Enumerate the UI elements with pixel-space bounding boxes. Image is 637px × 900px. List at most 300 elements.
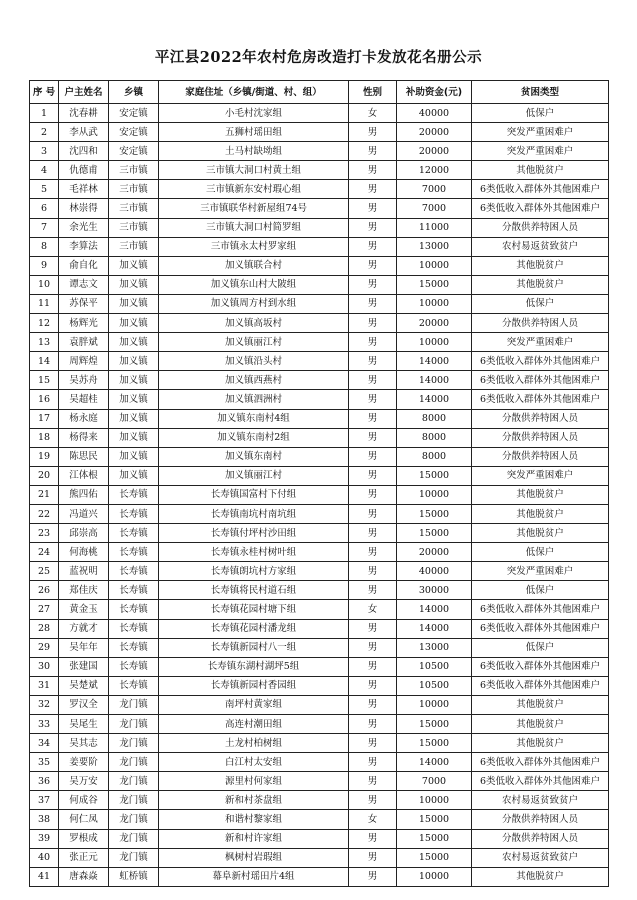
table-row — [30, 600, 609, 619]
cell-householder: 沈四和 — [59, 142, 109, 161]
cell-serial: 37 — [30, 791, 59, 810]
table-row — [30, 180, 609, 199]
cell-address: 加义镇高坂村 — [159, 314, 349, 333]
cell-gender: 女 — [349, 104, 397, 123]
table-row — [30, 218, 609, 237]
cell-serial: 36 — [30, 772, 59, 791]
cell-subsidy: 20000 — [397, 543, 472, 562]
cell-householder: 罗汉全 — [59, 695, 109, 714]
cell-serial: 26 — [30, 581, 59, 600]
cell-subsidy: 14000 — [397, 390, 472, 409]
cell-poverty-type: 其他脱贫户 — [472, 524, 609, 543]
cell-address: 白江村太安组 — [159, 753, 349, 772]
cell-address: 加义镇丽江村 — [159, 333, 349, 352]
cell-poverty-type: 农村易返贫致贫户 — [472, 791, 609, 810]
cell-township: 长寿镇 — [109, 562, 159, 581]
cell-householder: 杨得来 — [59, 428, 109, 447]
cell-township: 长寿镇 — [109, 504, 159, 523]
cell-householder: 张建国 — [59, 657, 109, 676]
cell-subsidy: 15000 — [397, 848, 472, 867]
cell-serial: 8 — [30, 237, 59, 256]
cell-serial: 10 — [30, 275, 59, 294]
cell-township: 加义镇 — [109, 314, 159, 333]
cell-poverty-type: 其他脱贫户 — [472, 504, 609, 523]
cell-township: 加义镇 — [109, 275, 159, 294]
cell-poverty-type: 6类低收入群体外其他困难户 — [472, 619, 609, 638]
cell-gender: 男 — [349, 734, 397, 753]
cell-township: 长寿镇 — [109, 638, 159, 657]
cell-gender: 男 — [349, 676, 397, 695]
cell-householder: 罗根成 — [59, 829, 109, 848]
cell-poverty-type: 分散供养特困人员 — [472, 428, 609, 447]
table-row — [30, 715, 609, 734]
cell-township: 龙门镇 — [109, 791, 159, 810]
cell-township: 三市镇 — [109, 199, 159, 218]
cell-subsidy: 30000 — [397, 581, 472, 600]
cell-serial: 27 — [30, 600, 59, 619]
cell-address: 加义镇泗洲村 — [159, 390, 349, 409]
cell-gender: 男 — [349, 772, 397, 791]
cell-householder: 江体根 — [59, 466, 109, 485]
cell-subsidy: 10000 — [397, 485, 472, 504]
cell-serial: 23 — [30, 524, 59, 543]
cell-address: 土马村缺坳组 — [159, 142, 349, 161]
cell-subsidy: 13000 — [397, 638, 472, 657]
cell-serial: 19 — [30, 447, 59, 466]
table-row — [30, 810, 609, 829]
cell-poverty-type: 分散供养特困人员 — [472, 218, 609, 237]
cell-address: 新和村茶盘组 — [159, 791, 349, 810]
table-row — [30, 695, 609, 714]
cell-poverty-type: 低保户 — [472, 581, 609, 600]
cell-address: 加义镇联合村 — [159, 256, 349, 275]
cell-serial: 34 — [30, 734, 59, 753]
cell-householder: 仇德甫 — [59, 161, 109, 180]
cell-householder: 冯道兴 — [59, 504, 109, 523]
cell-householder: 吴年年 — [59, 638, 109, 657]
cell-poverty-type: 其他脱贫户 — [472, 485, 609, 504]
cell-subsidy: 14000 — [397, 619, 472, 638]
cell-township: 三市镇 — [109, 218, 159, 237]
cell-subsidy: 15000 — [397, 466, 472, 485]
cell-subsidy: 15000 — [397, 810, 472, 829]
cell-subsidy: 10000 — [397, 867, 472, 886]
cell-gender: 男 — [349, 237, 397, 256]
table-row — [30, 237, 609, 256]
cell-serial: 39 — [30, 829, 59, 848]
cell-householder: 何仁凤 — [59, 810, 109, 829]
table-row — [30, 734, 609, 753]
table-row — [30, 161, 609, 180]
cell-subsidy: 11000 — [397, 218, 472, 237]
cell-subsidy: 20000 — [397, 123, 472, 142]
cell-address: 加义镇周方村到水组 — [159, 294, 349, 313]
cell-householder: 俞自化 — [59, 256, 109, 275]
table-row — [30, 314, 609, 333]
cell-address: 长寿镇花园村潘龙组 — [159, 619, 349, 638]
cell-subsidy: 40000 — [397, 104, 472, 123]
cell-gender: 男 — [349, 504, 397, 523]
cell-subsidy: 20000 — [397, 142, 472, 161]
cell-gender: 男 — [349, 333, 397, 352]
cell-householder: 李算法 — [59, 237, 109, 256]
cell-township: 三市镇 — [109, 237, 159, 256]
cell-address: 加义镇东山村大陂组 — [159, 275, 349, 294]
cell-address: 三市镇永太村罗家组 — [159, 237, 349, 256]
cell-subsidy: 10000 — [397, 256, 472, 275]
cell-poverty-type: 6类低收入群体外其他困难户 — [472, 180, 609, 199]
table-row — [30, 371, 609, 390]
table-row — [30, 352, 609, 371]
cell-township: 加义镇 — [109, 352, 159, 371]
cell-poverty-type: 6类低收入群体外其他困难户 — [472, 657, 609, 676]
header-subsidy: 补助资金(元) — [397, 81, 472, 104]
cell-address: 长寿镇付坪村沙田组 — [159, 524, 349, 543]
cell-householder: 杨永庭 — [59, 409, 109, 428]
cell-subsidy: 15000 — [397, 524, 472, 543]
cell-poverty-type: 农村易返贫致贫户 — [472, 237, 609, 256]
table-row — [30, 294, 609, 313]
cell-subsidy: 10000 — [397, 294, 472, 313]
cell-subsidy: 7000 — [397, 180, 472, 199]
table-row — [30, 142, 609, 161]
table-row — [30, 447, 609, 466]
cell-householder: 黄金玉 — [59, 600, 109, 619]
cell-poverty-type: 6类低收入群体外其他困难户 — [472, 600, 609, 619]
cell-serial: 7 — [30, 218, 59, 237]
table-row — [30, 772, 609, 791]
table-row — [30, 619, 609, 638]
cell-serial: 11 — [30, 294, 59, 313]
cell-address: 新和村许家组 — [159, 829, 349, 848]
table-row — [30, 543, 609, 562]
cell-gender: 男 — [349, 218, 397, 237]
cell-address: 三市镇大洞口村黄土组 — [159, 161, 349, 180]
cell-poverty-type: 低保户 — [472, 638, 609, 657]
cell-address: 枫树村岩瑕组 — [159, 848, 349, 867]
cell-serial: 2 — [30, 123, 59, 142]
cell-subsidy: 10000 — [397, 791, 472, 810]
cell-poverty-type: 其他脱贫户 — [472, 695, 609, 714]
cell-householder: 何海桃 — [59, 543, 109, 562]
cell-township: 三市镇 — [109, 161, 159, 180]
cell-township: 虹桥镇 — [109, 867, 159, 886]
table-row — [30, 829, 609, 848]
cell-gender: 男 — [349, 314, 397, 333]
cell-gender: 男 — [349, 867, 397, 886]
cell-householder: 林崇得 — [59, 199, 109, 218]
cell-township: 长寿镇 — [109, 657, 159, 676]
cell-gender: 男 — [349, 581, 397, 600]
cell-subsidy: 7000 — [397, 772, 472, 791]
cell-township: 加义镇 — [109, 333, 159, 352]
cell-address: 加义镇东南村 — [159, 447, 349, 466]
cell-subsidy: 10000 — [397, 333, 472, 352]
cell-serial: 17 — [30, 409, 59, 428]
cell-poverty-type: 突发严重困难户 — [472, 123, 609, 142]
cell-gender: 男 — [349, 619, 397, 638]
cell-township: 加义镇 — [109, 371, 159, 390]
cell-poverty-type: 突发严重困难户 — [472, 562, 609, 581]
cell-subsidy: 40000 — [397, 562, 472, 581]
cell-poverty-type: 低保户 — [472, 104, 609, 123]
cell-address: 南坪村黄家组 — [159, 695, 349, 714]
cell-gender: 男 — [349, 409, 397, 428]
cell-subsidy: 14000 — [397, 352, 472, 371]
cell-township: 加义镇 — [109, 256, 159, 275]
cell-address: 源里村何家组 — [159, 772, 349, 791]
cell-gender: 男 — [349, 294, 397, 313]
page-title: 平江县2022年农村危房改造打卡发放花名册公示 — [154, 49, 483, 66]
cell-township: 龙门镇 — [109, 753, 159, 772]
cell-householder: 吴万安 — [59, 772, 109, 791]
cell-poverty-type: 突发严重困难户 — [472, 466, 609, 485]
cell-subsidy: 14000 — [397, 753, 472, 772]
cell-township: 长寿镇 — [109, 619, 159, 638]
cell-township: 龙门镇 — [109, 829, 159, 848]
cell-gender: 男 — [349, 715, 397, 734]
cell-gender: 男 — [349, 428, 397, 447]
cell-township: 三市镇 — [109, 180, 159, 199]
cell-householder: 袁胖斌 — [59, 333, 109, 352]
cell-poverty-type: 其他脱贫户 — [472, 715, 609, 734]
cell-address: 长寿镇南坑村南坑组 — [159, 504, 349, 523]
cell-gender: 男 — [349, 753, 397, 772]
cell-township: 长寿镇 — [109, 524, 159, 543]
cell-gender: 男 — [349, 848, 397, 867]
table-row — [30, 466, 609, 485]
cell-township: 长寿镇 — [109, 543, 159, 562]
cell-poverty-type: 6类低收入群体外其他困难户 — [472, 676, 609, 695]
cell-serial: 22 — [30, 504, 59, 523]
cell-gender: 男 — [349, 161, 397, 180]
cell-poverty-type: 农村易返贫致贫户 — [472, 848, 609, 867]
cell-township: 安定镇 — [109, 123, 159, 142]
table-row — [30, 333, 609, 352]
cell-householder: 熊四佑 — [59, 485, 109, 504]
cell-township: 加义镇 — [109, 466, 159, 485]
cell-address: 长寿镇国富村下付组 — [159, 485, 349, 504]
cell-subsidy: 7000 — [397, 199, 472, 218]
table-row — [30, 581, 609, 600]
header-gender: 性别 — [349, 81, 397, 104]
cell-subsidy: 13000 — [397, 237, 472, 256]
cell-householder: 吴超桂 — [59, 390, 109, 409]
cell-serial: 32 — [30, 695, 59, 714]
cell-township: 长寿镇 — [109, 581, 159, 600]
cell-householder: 吴尾生 — [59, 715, 109, 734]
cell-subsidy: 15000 — [397, 715, 472, 734]
table-row — [30, 104, 609, 123]
cell-address: 长寿镇新园村香园组 — [159, 676, 349, 695]
cell-serial: 30 — [30, 657, 59, 676]
cell-address: 加义镇东南村4组 — [159, 409, 349, 428]
cell-township: 龙门镇 — [109, 772, 159, 791]
table-row — [30, 676, 609, 695]
cell-poverty-type: 分散供养特困人员 — [472, 810, 609, 829]
cell-householder: 周辉煌 — [59, 352, 109, 371]
cell-subsidy: 10500 — [397, 657, 472, 676]
table-row — [30, 428, 609, 447]
cell-poverty-type: 6类低收入群体外其他困难户 — [472, 753, 609, 772]
cell-serial: 25 — [30, 562, 59, 581]
cell-address: 长寿镇东湖村湖坪5组 — [159, 657, 349, 676]
cell-householder: 吴其志 — [59, 734, 109, 753]
cell-householder: 谭志文 — [59, 275, 109, 294]
cell-householder: 唐森焱 — [59, 867, 109, 886]
cell-gender: 男 — [349, 562, 397, 581]
cell-township: 加义镇 — [109, 447, 159, 466]
cell-serial: 29 — [30, 638, 59, 657]
cell-township: 龙门镇 — [109, 810, 159, 829]
cell-address: 长寿镇朗坑村方家组 — [159, 562, 349, 581]
cell-poverty-type: 6类低收入群体外其他困难户 — [472, 772, 609, 791]
cell-poverty-type: 低保户 — [472, 543, 609, 562]
cell-householder: 余光生 — [59, 218, 109, 237]
cell-township: 加义镇 — [109, 294, 159, 313]
cell-poverty-type: 分散供养特困人员 — [472, 314, 609, 333]
table-row — [30, 390, 609, 409]
cell-gender: 女 — [349, 600, 397, 619]
cell-subsidy: 15000 — [397, 734, 472, 753]
cell-township: 加义镇 — [109, 409, 159, 428]
table-row — [30, 867, 609, 886]
cell-township: 安定镇 — [109, 104, 159, 123]
cell-gender: 男 — [349, 829, 397, 848]
cell-poverty-type: 6类低收入群体外其他困难户 — [472, 390, 609, 409]
cell-serial: 9 — [30, 256, 59, 275]
cell-serial: 38 — [30, 810, 59, 829]
cell-poverty-type: 其他脱贫户 — [472, 161, 609, 180]
cell-serial: 24 — [30, 543, 59, 562]
cell-poverty-type: 其他脱贫户 — [472, 256, 609, 275]
cell-serial: 6 — [30, 199, 59, 218]
cell-serial: 21 — [30, 485, 59, 504]
cell-subsidy: 20000 — [397, 314, 472, 333]
cell-poverty-type: 分散供养特困人员 — [472, 829, 609, 848]
cell-poverty-type: 6类低收入群体外其他困难户 — [472, 352, 609, 371]
cell-gender: 男 — [349, 524, 397, 543]
cell-subsidy: 14000 — [397, 371, 472, 390]
cell-address: 加义镇西燕村 — [159, 371, 349, 390]
cell-subsidy: 8000 — [397, 409, 472, 428]
cell-serial: 40 — [30, 848, 59, 867]
cell-subsidy: 10500 — [397, 676, 472, 695]
cell-serial: 15 — [30, 371, 59, 390]
cell-poverty-type: 分散供养特困人员 — [472, 447, 609, 466]
cell-subsidy: 15000 — [397, 504, 472, 523]
cell-serial: 4 — [30, 161, 59, 180]
cell-address: 长寿镇花园村塘下组 — [159, 600, 349, 619]
cell-township: 龙门镇 — [109, 715, 159, 734]
cell-gender: 男 — [349, 180, 397, 199]
table-row — [30, 638, 609, 657]
cell-township: 安定镇 — [109, 142, 159, 161]
cell-householder: 沈春耕 — [59, 104, 109, 123]
cell-subsidy: 15000 — [397, 829, 472, 848]
cell-gender: 男 — [349, 390, 397, 409]
cell-householder: 杨辉光 — [59, 314, 109, 333]
cell-gender: 男 — [349, 352, 397, 371]
cell-township: 龙门镇 — [109, 848, 159, 867]
table-row — [30, 199, 609, 218]
cell-address: 加义镇沿头村 — [159, 352, 349, 371]
cell-serial: 18 — [30, 428, 59, 447]
table-row — [30, 256, 609, 275]
cell-township: 长寿镇 — [109, 485, 159, 504]
cell-address: 小毛村沈家组 — [159, 104, 349, 123]
cell-householder: 方就才 — [59, 619, 109, 638]
cell-serial: 3 — [30, 142, 59, 161]
cell-poverty-type: 其他脱贫户 — [472, 734, 609, 753]
cell-gender: 男 — [349, 199, 397, 218]
cell-gender: 男 — [349, 123, 397, 142]
table-row — [30, 485, 609, 504]
table-row — [30, 848, 609, 867]
cell-subsidy: 8000 — [397, 447, 472, 466]
cell-address: 长寿镇新园村八一组 — [159, 638, 349, 657]
cell-serial: 20 — [30, 466, 59, 485]
cell-address: 和谐村黎家组 — [159, 810, 349, 829]
cell-township: 加义镇 — [109, 390, 159, 409]
cell-poverty-type: 低保户 — [472, 294, 609, 313]
cell-serial: 13 — [30, 333, 59, 352]
table-row — [30, 275, 609, 294]
table-row — [30, 123, 609, 142]
cell-address: 加义镇丽江村 — [159, 466, 349, 485]
cell-serial: 12 — [30, 314, 59, 333]
cell-township: 长寿镇 — [109, 676, 159, 695]
cell-address: 长寿镇永桂村树叶组 — [159, 543, 349, 562]
header-poverty-type: 贫困类型 — [472, 81, 609, 104]
table-row — [30, 562, 609, 581]
cell-poverty-type: 突发严重困难户 — [472, 333, 609, 352]
cell-address: 三市镇大洞口村简罗组 — [159, 218, 349, 237]
cell-householder: 邱崇高 — [59, 524, 109, 543]
table-row — [30, 657, 609, 676]
cell-poverty-type: 突发严重困难户 — [472, 142, 609, 161]
cell-householder: 郑佳庆 — [59, 581, 109, 600]
cell-gender: 男 — [349, 371, 397, 390]
cell-serial: 14 — [30, 352, 59, 371]
header-serial: 序 号 — [30, 81, 59, 104]
header-address: 家庭住址（乡镇/街道、村、组） — [159, 81, 349, 104]
cell-address: 加义镇东南村2组 — [159, 428, 349, 447]
cell-serial: 1 — [30, 104, 59, 123]
cell-gender: 男 — [349, 791, 397, 810]
cell-gender: 男 — [349, 543, 397, 562]
cell-householder: 苏保平 — [59, 294, 109, 313]
cell-gender: 男 — [349, 142, 397, 161]
cell-township: 加义镇 — [109, 428, 159, 447]
cell-address: 高连村潮田组 — [159, 715, 349, 734]
cell-householder: 李从武 — [59, 123, 109, 142]
cell-gender: 男 — [349, 485, 397, 504]
cell-poverty-type: 其他脱贫户 — [472, 275, 609, 294]
cell-subsidy: 14000 — [397, 600, 472, 619]
cell-gender: 男 — [349, 466, 397, 485]
cell-householder: 蓝祝明 — [59, 562, 109, 581]
cell-subsidy: 12000 — [397, 161, 472, 180]
table-row — [30, 409, 609, 428]
cell-serial: 16 — [30, 390, 59, 409]
cell-gender: 女 — [349, 810, 397, 829]
table-row — [30, 753, 609, 772]
cell-address: 三市镇联华村新屋组74号 — [159, 199, 349, 218]
cell-township: 龙门镇 — [109, 734, 159, 753]
cell-householder: 吴苏舟 — [59, 371, 109, 390]
cell-gender: 男 — [349, 275, 397, 294]
